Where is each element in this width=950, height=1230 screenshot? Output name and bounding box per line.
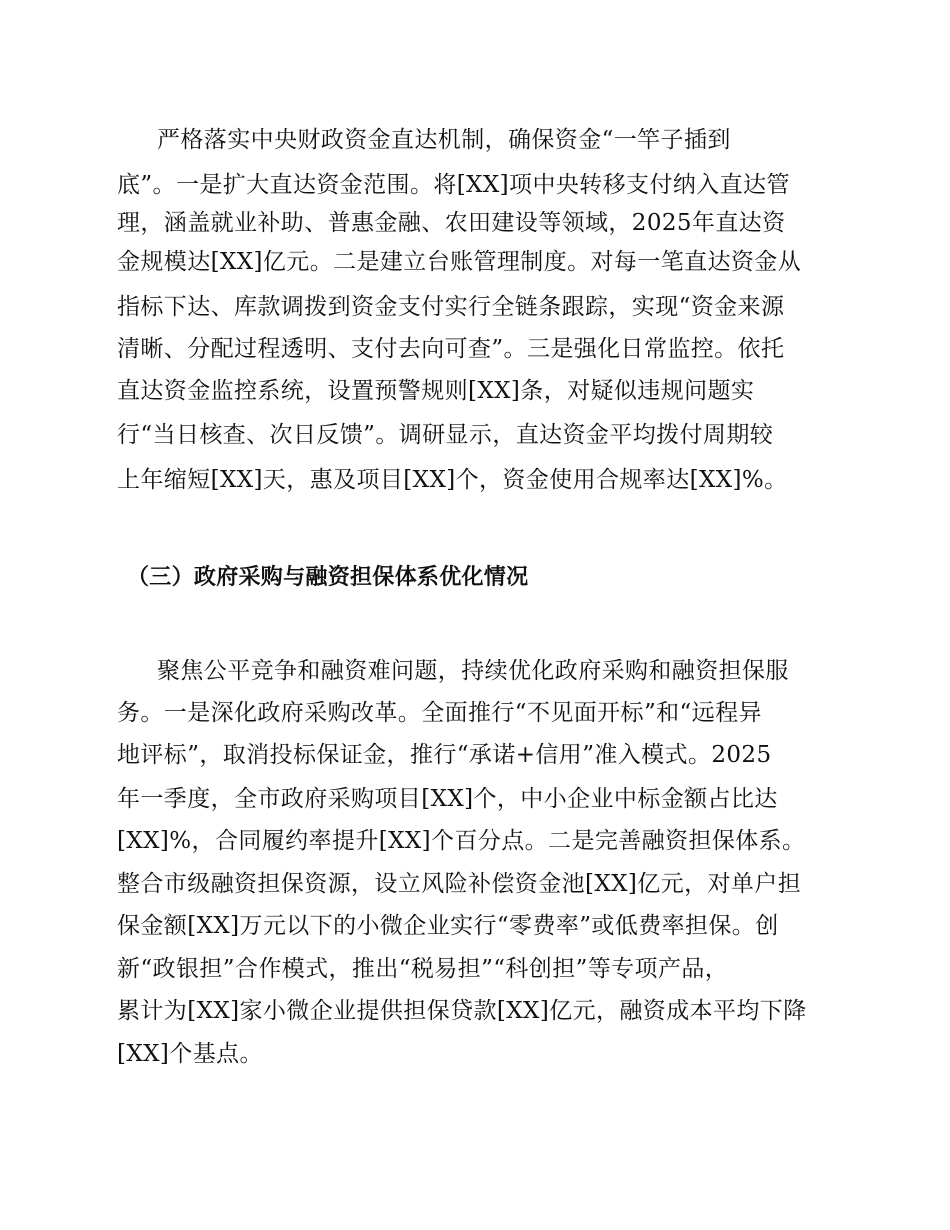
paragraph-1-line: 直达资金监控系统，设置预警规则[XX]条，对疑似违规问题实 [117, 378, 755, 404]
paragraph-1-line: 清晰、分配过程透明、支付去向可查”。三是强化日常监控。依托 [117, 336, 785, 362]
paragraph-1-line: 上年缩短[XX]天，惠及项目[XX]个，资金使用合规率达[XX]%。 [117, 467, 788, 493]
paragraph-2-line: 聚焦公平竞争和融资难问题，持续优化政府采购和融资担保服 [157, 658, 789, 684]
paragraph-1-line: 指标下达、库款调拨到资金支付实行全链条跟踪，实现“资金来源 [117, 294, 785, 320]
paragraph-1-line: 金规模达[XX]亿元。二是建立台账管理制度。对每一笔直达资金从 [117, 249, 802, 275]
paragraph-2-line: 年一季度，全市政府采购项目[XX]个，中小企业中标金额占比达 [117, 786, 778, 812]
paragraph-1-line: 严格落实中央财政资金直达机制，确保资金“一竿子插到 [157, 127, 731, 153]
paragraph-1-line: 底”。一是扩大直达资金范围。将[XX]项中央转移支付纳入直达管 [117, 172, 790, 198]
paragraph-2-line: [XX]%，合同履约率提升[XX]个百分点。二是完善融资担保体系。 [117, 828, 806, 854]
paragraph-1-line: 理，涵盖就业补助、普惠金融、农田建设等领域，2025年直达资 [117, 210, 786, 236]
paragraph-2-line: 地评标”，取消投标保证金，推行“承诺+信用”准入模式。2025 [117, 742, 772, 768]
paragraph-2-line: 保金额[XX]万元以下的小微企业实行“零费率”或低费率担保。创 [117, 913, 779, 939]
paragraph-2-line: 新“政银担”合作模式，推出“税易担”“科创担”等专项产品， [117, 956, 729, 982]
paragraph-1-line: 行“当日核查、次日反馈”。调研显示，直达资金平均拨付周期较 [117, 422, 774, 448]
paragraph-2-line: 整合市级融资担保资源，设立风险补偿资金池[XX]亿元，对单户担 [117, 871, 802, 897]
section-heading: （三）政府采购与融资担保体系优化情况 [127, 564, 529, 590]
paragraph-2-line: 务。一是深化政府采购改革。全面推行“不见面开标”和“远程异 [117, 700, 762, 726]
paragraph-2-line: 累计为[XX]家小微企业提供担保贷款[XX]亿元，融资成本平均下降 [117, 998, 807, 1024]
paragraph-2-line: [XX]个基点。 [117, 1041, 263, 1067]
